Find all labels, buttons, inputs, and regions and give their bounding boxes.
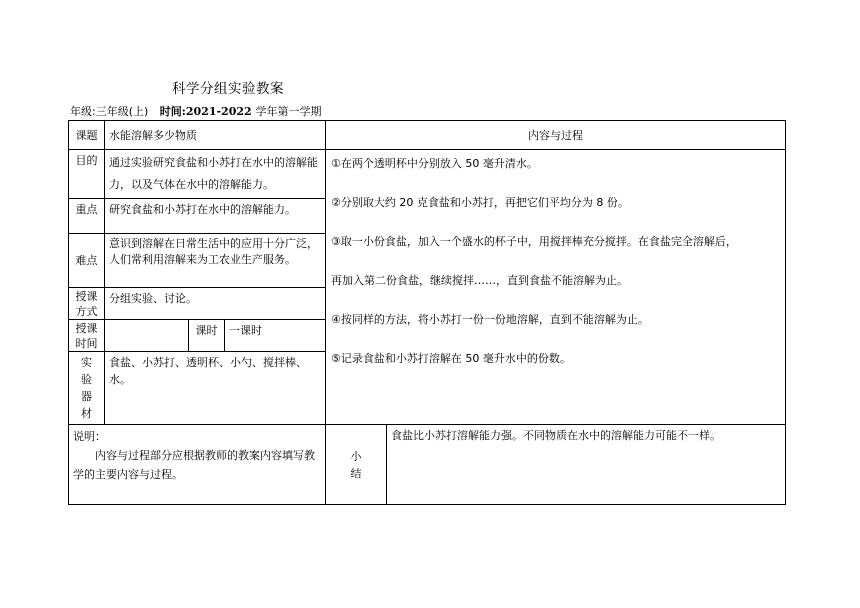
equipment-label-char: 实 [81,356,92,369]
topic-value: 水能溶解多少物质 [105,121,326,150]
note-title: 说明： [73,430,106,443]
difficulty-value: 意识到溶解在日常生活中的应用十分广泛，人们常利用溶解来为工农业生产服务。 [105,234,326,288]
content-steps [326,150,786,425]
term-text: 学年第一学期 [255,105,322,118]
equipment-label-char: 器 [81,390,92,403]
step-3: ③取一小份食盐，加入一个盛水的杯子中，用搅拌棒充分搅拌。在食盐完全溶解后， [331,235,737,248]
summary-text: 食盐比小苏打溶解能力强。不同物质在水中的溶解能力可能不一样。 [387,425,786,505]
topic-label: 课题 [69,121,105,150]
summary-label-char: 小 [350,449,362,463]
step-1: ①在两个透明杯中分别放入 50 毫升清水。 [331,157,538,170]
note-cell [69,425,326,505]
key-label: 重点 [69,199,105,234]
document-title: 科学分组实验教案 [172,81,284,97]
grade-text: 年级:三年级(上) [70,105,149,118]
note-text: 内容与过程部分应根据教师的教案内容填写教学的主要内容与过程。 [73,449,315,481]
time-text: 时间:2021-2022 [159,105,252,118]
equipment-label-char: 验 [81,373,92,386]
method-value: 分组实验、讨论。 [105,288,326,320]
equipment-label-char: 材 [81,407,92,420]
goal-value: 通过实验研究食盐和小苏打在水中的溶解能力，以及气体在水中的溶解能力。 [105,150,326,199]
hours-value: 一课时 [225,320,326,352]
key-value: 研究食盐和小苏打在水中的溶解能力。 [105,199,326,234]
time-value [105,320,189,352]
difficulty-label: 难点 [69,234,105,288]
content-header: 内容与过程 [326,121,786,150]
step-5: ④按同样的方法，将小苏打一份一份地溶解，直到不能溶解为止。 [331,313,649,326]
hours-label: 课时 [189,320,225,352]
summary-label [326,425,387,505]
summary-label-char: 结 [350,466,362,480]
time-label: 授课时间 [69,320,105,352]
method-label: 授课方式 [69,288,105,320]
equipment-label [69,352,105,425]
lesson-plan-table [68,120,786,505]
step-6: ⑤记录食盐和小苏打溶解在 50 毫升水中的份数。 [331,352,571,365]
document-meta [70,103,322,119]
step-4: 再加入第二份食盐，继续搅拌……，直到食盐不能溶解为止。 [331,274,629,287]
goal-label: 目的 [69,150,105,199]
equipment-value: 食盐、小苏打、透明杯、小勺、搅拌棒、水。 [105,352,326,425]
step-2: ②分别取大约 20 克食盐和小苏打，再把它们平均分为 8 份。 [331,196,629,209]
